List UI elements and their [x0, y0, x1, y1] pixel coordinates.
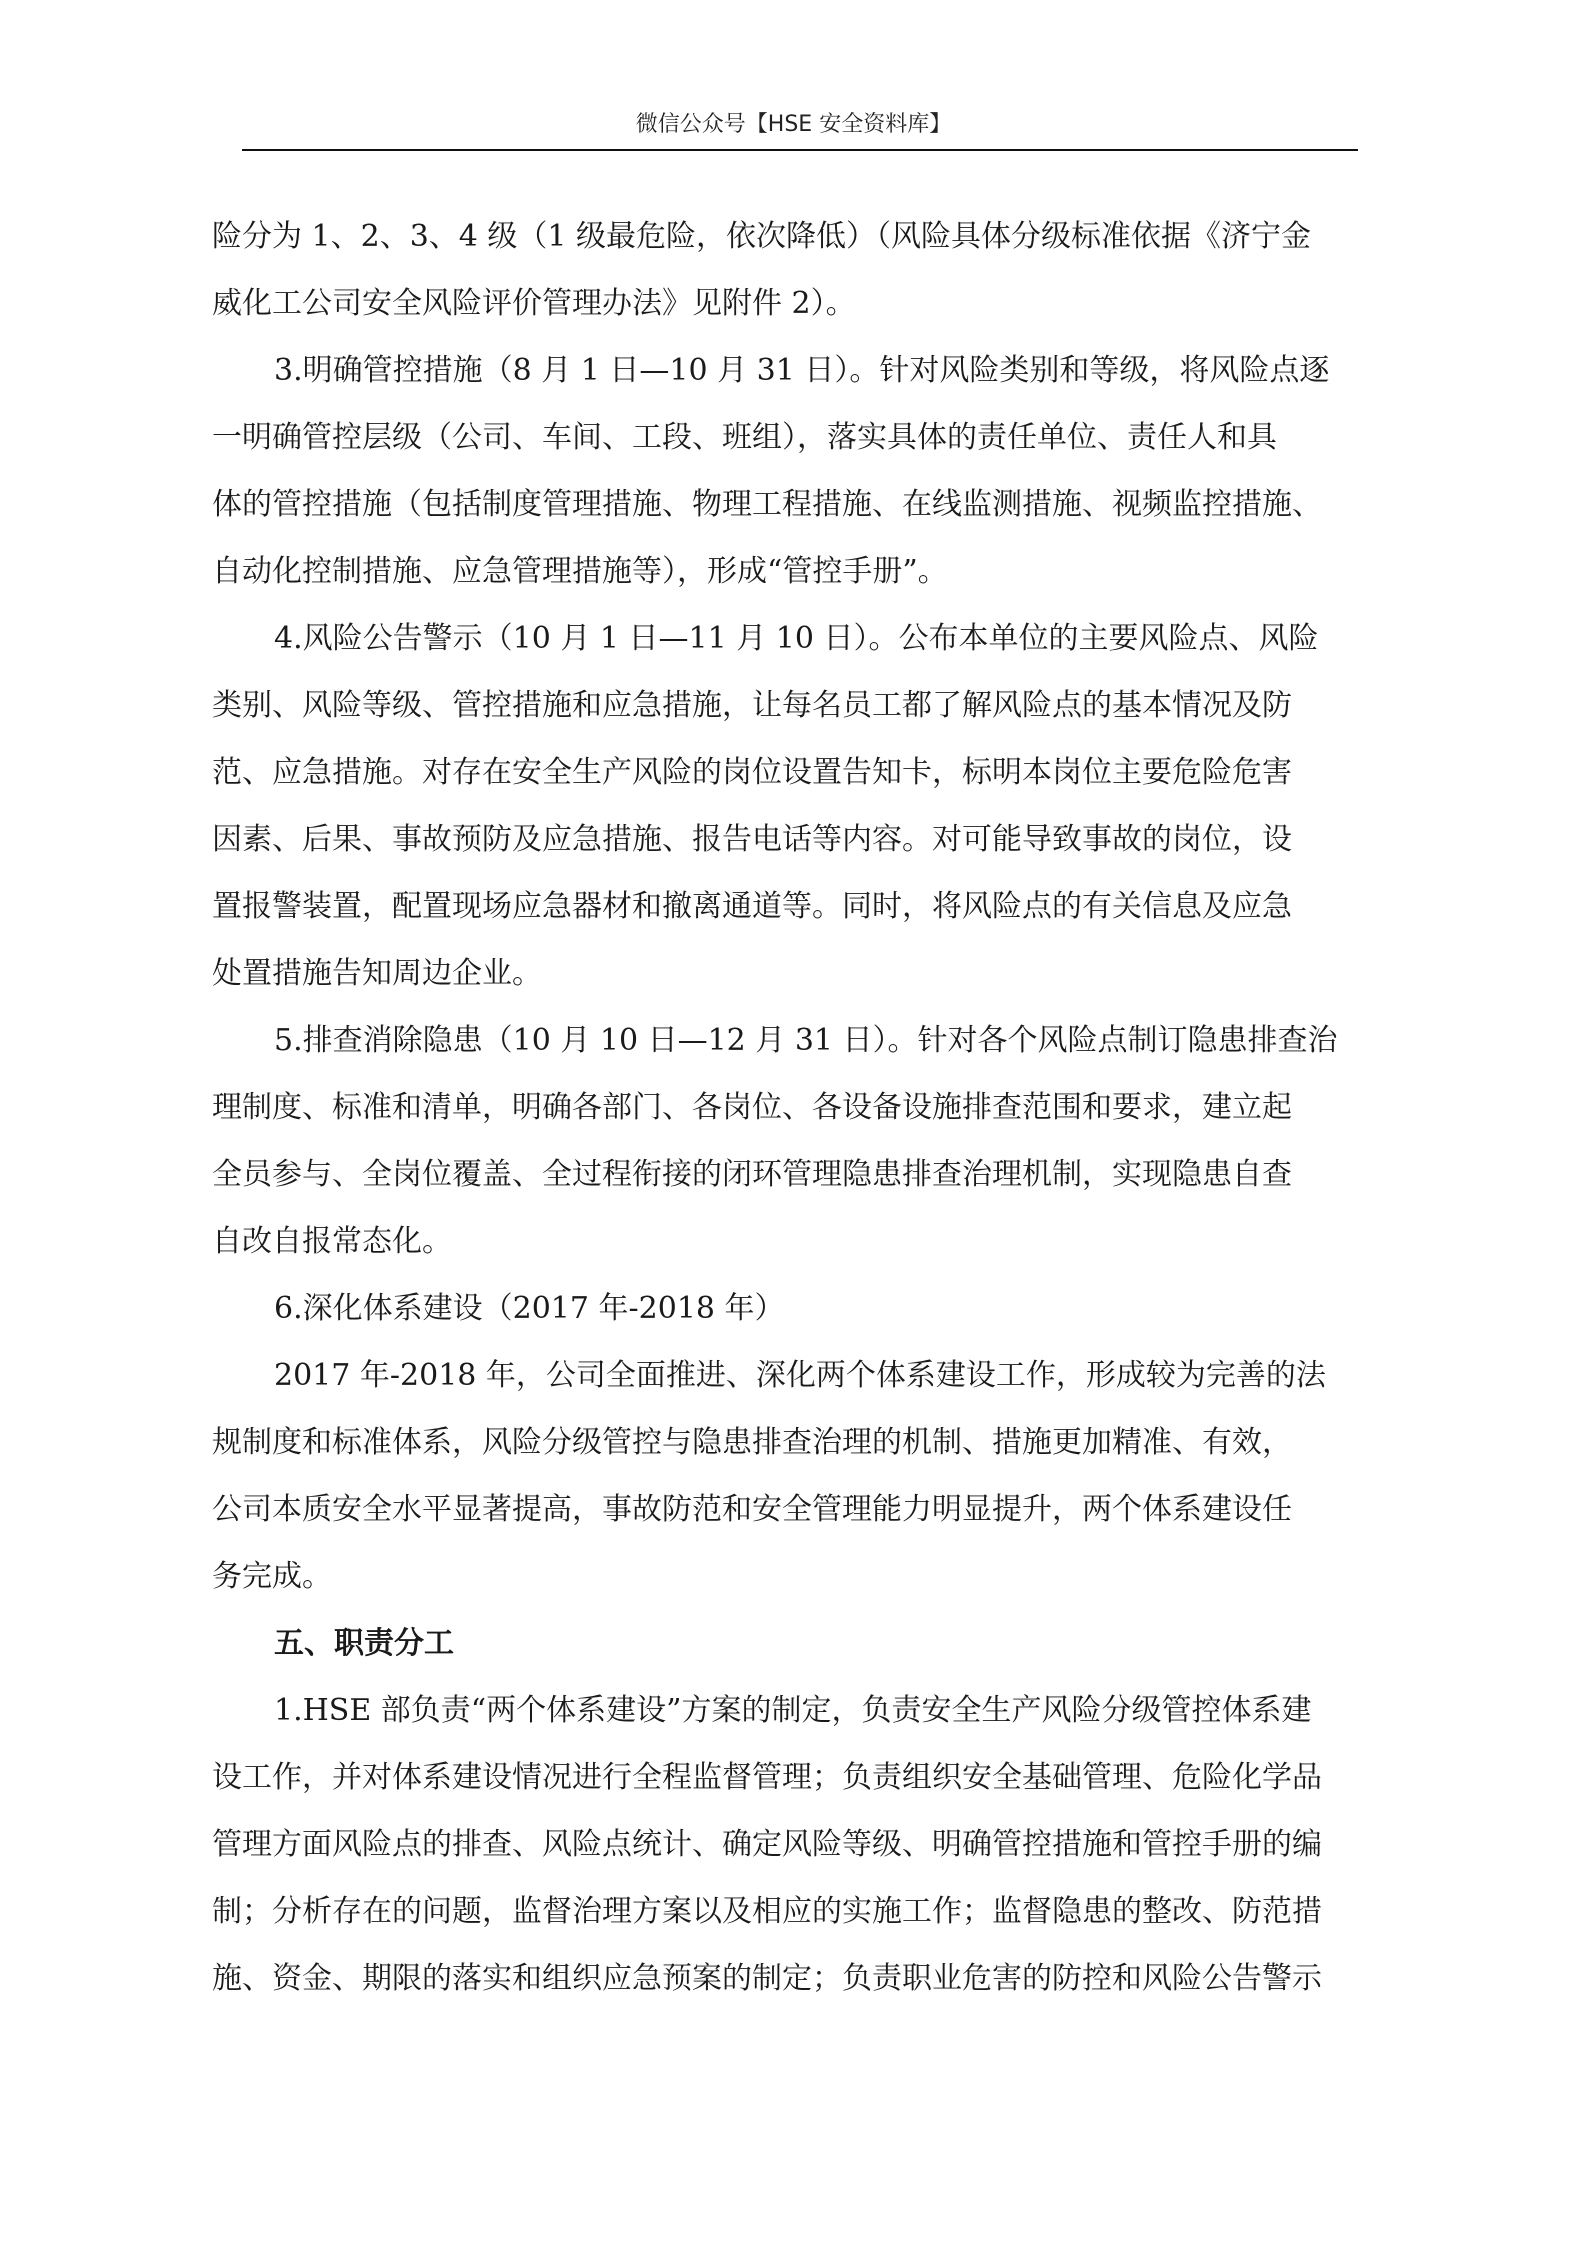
- text-line: 险分为 1、2、3、4 级（1 级最危险，依次降低）（风险具体分级标准依据《济宁金: [212, 219, 1312, 254]
- text-line: 理制度、标准和清单，明确各部门、各岗位、各设备设施排查范围和要求，建立起: [212, 1090, 1292, 1125]
- text-line: 自动化控制措施、应急管理措施等），形成“管控手册”。: [212, 554, 948, 589]
- text-line: 范、应急措施。对存在安全生产风险的岗位设置告知卡，标明本岗位主要危险危害: [212, 755, 1292, 790]
- text-line: 5.排查消除隐患（10 月 10 日—12 月 31 日）。针对各个风险点制订隐患排查治: [274, 1023, 1338, 1058]
- text-line: 威化工公司安全风险评价管理办法》见附件 2）。: [212, 286, 856, 321]
- text-line: 置报警装置，配置现场应急器材和撤离通道等。同时，将风险点的有关信息及应急: [212, 889, 1292, 924]
- section-heading: 五、职责分工: [274, 1626, 454, 1661]
- text-line: 管理方面风险点的排查、风险点统计、确定风险等级、明确管控措施和管控手册的编: [212, 1827, 1322, 1862]
- text-line: 类别、风险等级、管控措施和应急措施，让每名员工都了解风险点的基本情况及防: [212, 688, 1292, 723]
- document-body: [212, 203, 1390, 2012]
- text-line: 一明确管控层级（公司、车间、工段、班组），落实具体的责任单位、责任人和具: [212, 420, 1277, 455]
- text-line: 制；分析存在的问题，监督治理方案以及相应的实施工作；监督隐患的整改、防范措: [212, 1894, 1322, 1929]
- text-line: 施、资金、期限的落实和组织应急预案的制定；负责职业危害的防控和风险公告警示: [212, 1961, 1322, 1996]
- text-line: 处置措施告知周边企业。: [212, 956, 542, 991]
- text-line: 体的管控措施（包括制度管理措施、物理工程措施、在线监测措施、视频监控措施、: [212, 487, 1322, 522]
- text-line: 务完成。: [212, 1559, 332, 1594]
- text-line: 4.风险公告警示（10 月 1 日—11 月 10 日）。公布本单位的主要风险点、风险: [274, 621, 1319, 656]
- text-line: 2017 年-2018 年，公司全面推进、深化两个体系建设工作，形成较为完善的法: [274, 1358, 1326, 1393]
- text-line: 1.HSE 部负责“两个体系建设”方案的制定，负责安全生产风险分级管控体系建: [274, 1693, 1312, 1728]
- text-line: 自改自报常态化。: [212, 1224, 452, 1259]
- page-header-title: 微信公众号【HSE 安全资料库】: [635, 112, 952, 137]
- text-line: 规制度和标准体系，风险分级管控与隐患排查治理的机制、措施更加精准、有效，: [212, 1425, 1292, 1460]
- text-line: 6.深化体系建设（2017 年-2018 年）: [274, 1291, 785, 1326]
- text-line: 3.明确管控措施（8 月 1 日—10 月 31 日）。针对风险类别和等级，将风险点逐: [274, 353, 1330, 388]
- text-line: 公司本质安全水平显著提高，事故防范和安全管理能力明显提升，两个体系建设任: [212, 1492, 1292, 1527]
- text-line: 全员参与、全岗位覆盖、全过程衔接的闭环管理隐患排查治理机制，实现隐患自查: [212, 1157, 1292, 1192]
- text-line: 因素、后果、事故预防及应急措施、报告电话等内容。对可能导致事故的岗位，设: [212, 822, 1292, 857]
- header-divider: [242, 149, 1358, 151]
- text-line: 设工作，并对体系建设情况进行全程监督管理；负责组织安全基础管理、危险化学品: [212, 1760, 1322, 1795]
